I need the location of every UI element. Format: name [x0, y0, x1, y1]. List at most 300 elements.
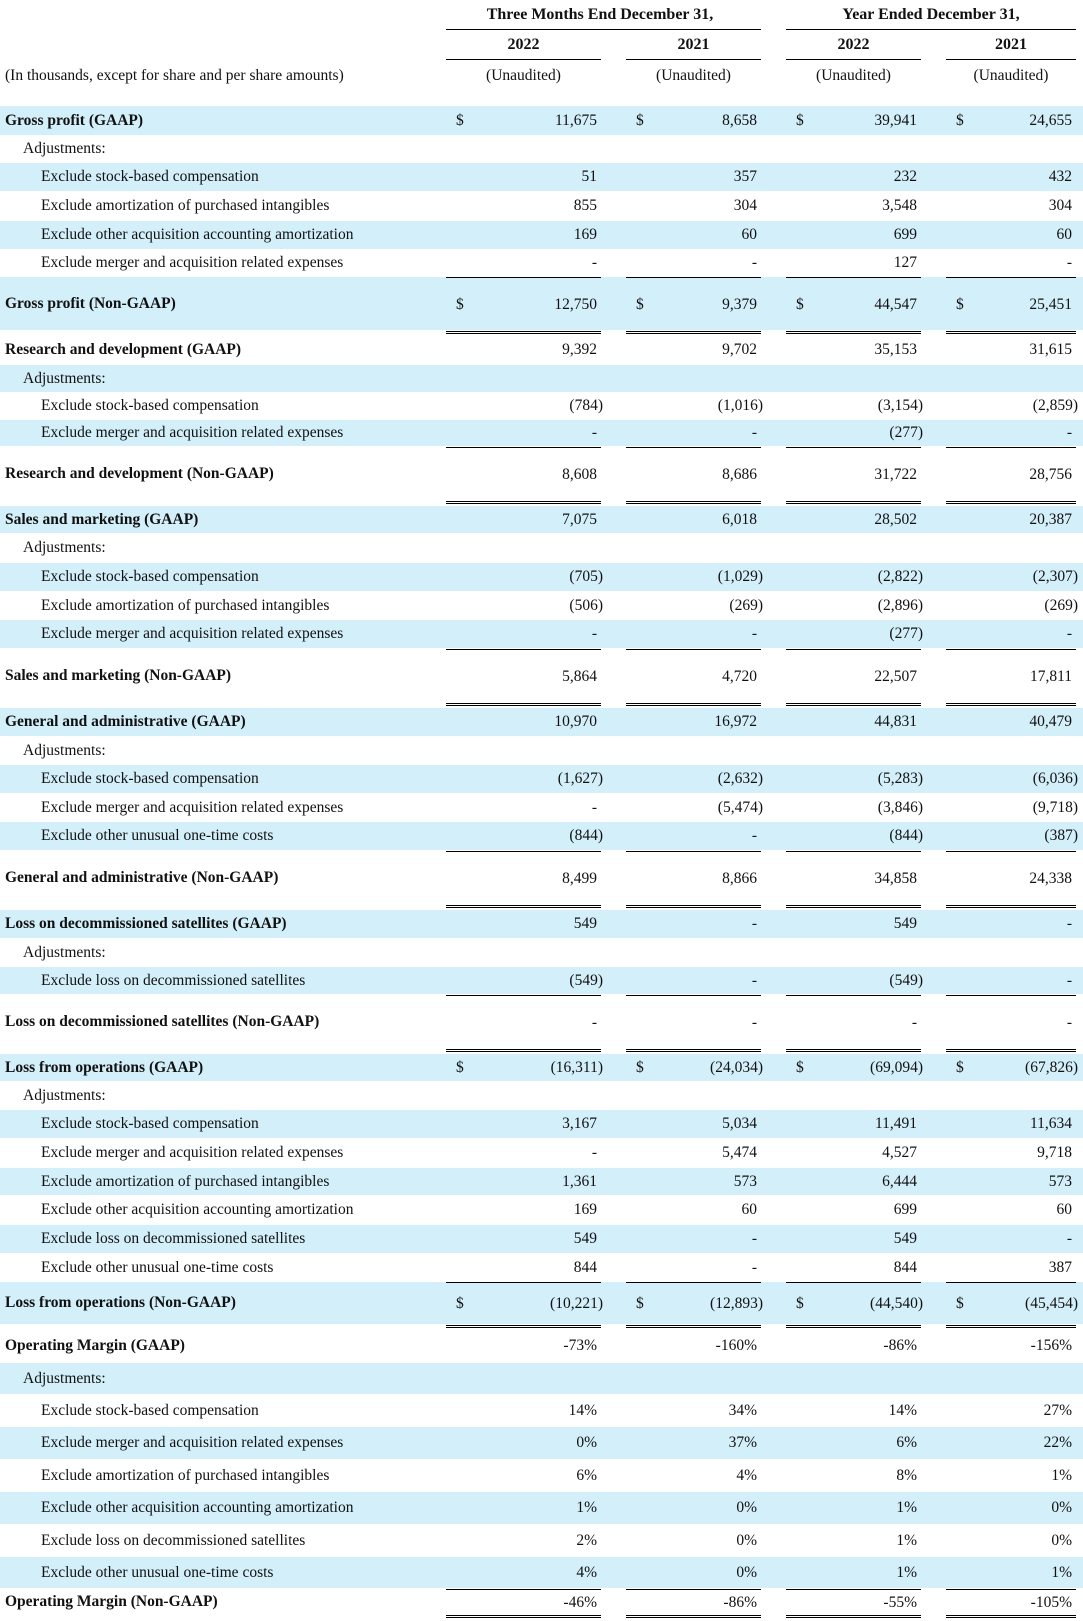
value-cell — [786, 1427, 921, 1459]
row-label: Operating Margin (GAAP) — [5, 1337, 185, 1354]
value-cell — [946, 1054, 1076, 1081]
table-row — [0, 393, 1083, 419]
cell-value: 4,527 — [882, 1144, 917, 1161]
row-label: Sales and marketing (Non-GAAP) — [5, 666, 232, 684]
value-cell — [626, 336, 761, 364]
cell-value: - — [591, 1013, 597, 1031]
value-cell — [446, 1395, 601, 1426]
cell-value: - — [751, 625, 757, 642]
value-cell — [946, 1427, 1076, 1459]
row-label: Exclude loss on decommissioned satellites — [41, 1230, 306, 1247]
row-label: Exclude merger and acquisition related expenses — [41, 424, 344, 441]
year-underline — [626, 59, 761, 60]
table-row — [0, 221, 1083, 249]
cell-value: - — [1066, 1013, 1072, 1031]
cell-value: 549 — [573, 915, 597, 932]
cell-value: (2,822) — [877, 568, 923, 585]
table-row — [0, 708, 1083, 736]
value-cell — [946, 563, 1076, 591]
cell-value: 10,970 — [554, 713, 597, 730]
cell-value: - — [1066, 971, 1072, 989]
cell-value: 31,722 — [874, 465, 917, 483]
value-cell — [446, 1139, 601, 1167]
value-cell — [446, 393, 601, 419]
cell-value: 9,392 — [562, 341, 597, 358]
cell-value: (3,154) — [877, 397, 923, 414]
cell-value: - — [1066, 254, 1072, 271]
cell-value: 573 — [733, 1172, 757, 1190]
table-row — [0, 1492, 1083, 1524]
cell-value: 60 — [1056, 1201, 1072, 1218]
row-label: General and administrative (Non-GAAP) — [5, 868, 279, 886]
currency-symbol: $ — [796, 295, 804, 313]
value-cell — [626, 221, 761, 249]
value-cell — [446, 592, 601, 619]
cell-value: 20,387 — [1029, 510, 1072, 528]
value-cell — [626, 620, 761, 648]
row-label: Adjustments: — [23, 140, 106, 157]
cell-value: 1% — [1051, 1563, 1072, 1581]
cell-value: 16,972 — [714, 713, 757, 730]
value-cell — [946, 506, 1076, 533]
cell-value: (277) — [889, 424, 923, 441]
value-cell — [786, 163, 921, 191]
value-cell — [626, 822, 761, 850]
table-row — [0, 822, 1083, 850]
cell-value: 7,075 — [562, 510, 597, 528]
cell-value: 37% — [728, 1434, 757, 1451]
value-cell — [946, 250, 1076, 276]
value-cell — [946, 1196, 1076, 1224]
value-cell — [946, 592, 1076, 619]
value-cell — [946, 822, 1076, 850]
value-cell — [446, 620, 601, 648]
row-label: Sales and marketing (GAAP) — [5, 510, 199, 528]
row-label: Adjustments: — [23, 741, 106, 759]
value-cell — [446, 106, 601, 135]
row-label: Adjustments: — [23, 1086, 106, 1104]
cell-value: 5,864 — [562, 667, 597, 685]
table-row — [0, 106, 1083, 135]
table-row — [0, 420, 1083, 446]
value-cell — [626, 1492, 761, 1524]
cell-value: 31,615 — [1029, 341, 1072, 358]
cell-value: (45,454) — [1025, 1295, 1078, 1312]
value-cell — [626, 1254, 761, 1281]
value-cell — [786, 1139, 921, 1167]
value-cell — [626, 1427, 761, 1459]
value-cell — [946, 1330, 1076, 1362]
value-cell — [786, 794, 921, 821]
value-cell — [446, 506, 601, 533]
row-label: Operating Margin (Non-GAAP) — [5, 1592, 218, 1610]
cell-value: (6,036) — [1032, 770, 1078, 787]
cell-value: 8,686 — [722, 465, 757, 483]
cell-value: (69,094) — [870, 1058, 923, 1076]
currency-symbol: $ — [796, 111, 804, 129]
table-row — [0, 1054, 1083, 1081]
value-cell — [786, 506, 921, 533]
table-row — [0, 563, 1083, 591]
value-cell — [946, 995, 1076, 1052]
value-cell — [786, 1395, 921, 1426]
units-note: (In thousands, except for share and per share amounts) — [5, 67, 344, 84]
table-row — [0, 336, 1083, 364]
value-cell — [446, 1589, 601, 1618]
cell-value: 0% — [736, 1499, 757, 1516]
cell-value: 5,034 — [722, 1115, 757, 1132]
cell-value: 699 — [893, 1201, 917, 1218]
value-cell — [786, 1589, 921, 1618]
table-row — [0, 910, 1083, 938]
cell-value: 17,811 — [1029, 667, 1072, 685]
cell-value: 127 — [893, 254, 917, 271]
cell-value: (269) — [1044, 596, 1078, 614]
currency-symbol: $ — [636, 1058, 644, 1076]
value-cell — [446, 822, 601, 850]
cell-value: 4% — [736, 1466, 757, 1484]
cell-value: -46% — [563, 1593, 597, 1611]
total-row — [0, 1589, 1083, 1614]
value-cell — [946, 1589, 1076, 1618]
cell-value: 844 — [893, 1258, 917, 1276]
cell-value: -73% — [563, 1337, 597, 1354]
currency-symbol: $ — [956, 111, 964, 129]
value-cell — [786, 1196, 921, 1224]
value-cell — [946, 1110, 1076, 1138]
currency-symbol: $ — [796, 1295, 804, 1312]
value-cell — [626, 1330, 761, 1362]
value-cell — [446, 336, 601, 364]
cell-value: 0% — [736, 1531, 757, 1549]
value-cell — [446, 1557, 601, 1588]
value-cell — [946, 1254, 1076, 1281]
cell-value: (844) — [889, 827, 923, 844]
value-cell — [446, 1282, 601, 1328]
row-label: Loss from operations (Non-GAAP) — [5, 1294, 236, 1311]
cell-value: 14% — [888, 1401, 917, 1419]
cell-value: 11,634 — [1029, 1115, 1072, 1132]
table-row — [0, 765, 1083, 793]
row-label: Exclude merger and acquisition related expenses — [41, 1434, 344, 1451]
table-row — [0, 1110, 1083, 1138]
cell-value: 11,675 — [554, 111, 597, 129]
year-header: 2022 — [837, 36, 870, 53]
value-cell — [786, 1225, 921, 1253]
cell-value: (387) — [1044, 827, 1078, 844]
cell-value: 22% — [1043, 1434, 1072, 1451]
value-cell — [626, 1460, 761, 1491]
year-underline — [446, 59, 601, 60]
table-row — [0, 1196, 1083, 1224]
row-label: Exclude amortization of purchased intangibles — [41, 1466, 330, 1484]
table-row — [0, 1254, 1083, 1281]
year-header: 2022 — [507, 36, 540, 53]
cell-value: (10,221) — [550, 1295, 603, 1312]
value-cell — [786, 1492, 921, 1524]
adjustments-heading-row — [0, 737, 1083, 764]
cell-value: (1,016) — [717, 397, 763, 414]
value-cell — [626, 1168, 761, 1195]
value-cell — [946, 765, 1076, 793]
value-cell — [626, 910, 761, 938]
cell-value: 9,718 — [1037, 1144, 1072, 1161]
cell-value: 34,858 — [874, 869, 917, 887]
cell-value: (269) — [729, 596, 763, 614]
value-cell — [786, 1460, 921, 1491]
cell-value: 3,548 — [882, 197, 917, 214]
cell-value: (16,311) — [550, 1058, 603, 1076]
total-row — [0, 277, 1083, 330]
value-cell — [786, 765, 921, 793]
value-cell — [626, 1557, 761, 1588]
table-row — [0, 506, 1083, 533]
cell-value: 14% — [568, 1401, 597, 1419]
table-row — [0, 1427, 1083, 1459]
period-underline — [786, 29, 1076, 30]
value-cell — [626, 192, 761, 220]
unaudited-label: (Unaudited) — [816, 67, 891, 84]
value-cell — [446, 1168, 601, 1195]
cell-value: - — [1066, 915, 1072, 932]
cell-value: 24,655 — [1029, 111, 1072, 129]
adjustments-heading-row — [0, 136, 1083, 162]
value-cell — [446, 1427, 601, 1459]
value-cell — [446, 163, 601, 191]
value-cell — [446, 1525, 601, 1556]
value-cell — [446, 967, 601, 994]
row-label: Exclude stock-based compensation — [41, 1115, 259, 1132]
value-cell — [626, 563, 761, 591]
year-header: 2021 — [677, 36, 710, 53]
table-row — [0, 1557, 1083, 1588]
cell-value: -105% — [1030, 1593, 1072, 1611]
cell-value: 9,379 — [722, 295, 757, 313]
value-cell — [946, 794, 1076, 821]
row-label: Exclude stock-based compensation — [41, 568, 259, 585]
row-label: Adjustments: — [23, 539, 106, 556]
cell-value: 0% — [576, 1434, 597, 1451]
row-label: Gross profit (Non-GAAP) — [5, 294, 176, 312]
cell-value: - — [751, 1230, 757, 1247]
table-row — [0, 1330, 1083, 1362]
value-cell — [786, 1054, 921, 1081]
value-cell — [946, 1139, 1076, 1167]
cell-value: 28,756 — [1029, 465, 1072, 483]
unaudited-label: (Unaudited) — [973, 67, 1049, 84]
table-row — [0, 1395, 1083, 1426]
cell-value: 27% — [1043, 1401, 1072, 1419]
value-cell — [786, 277, 921, 334]
value-cell — [786, 447, 921, 504]
cell-value: 855 — [573, 197, 597, 214]
cell-value: 24,338 — [1029, 869, 1072, 887]
row-label: Exclude other acquisition accounting amortization — [41, 1499, 354, 1516]
value-cell — [946, 393, 1076, 419]
value-cell — [786, 822, 921, 850]
value-cell — [786, 1557, 921, 1588]
row-label: General and administrative (GAAP) — [5, 713, 246, 730]
value-cell — [446, 1330, 601, 1362]
value-cell — [626, 1282, 761, 1328]
value-cell — [786, 967, 921, 994]
cell-value: 6% — [576, 1466, 597, 1484]
cell-value: 44,831 — [874, 713, 917, 730]
value-cell — [446, 995, 601, 1052]
value-cell — [786, 649, 921, 706]
row-label: Exclude stock-based compensation — [41, 1401, 259, 1419]
value-cell — [946, 1460, 1076, 1491]
value-cell — [786, 995, 921, 1052]
cell-value: - — [591, 254, 597, 271]
period-header-three-months: Three Months End December 31, — [486, 6, 714, 23]
cell-value: -55% — [883, 1593, 917, 1611]
row-label: Exclude other unusual one-time costs — [41, 827, 274, 844]
value-cell — [626, 447, 761, 504]
value-cell — [626, 1525, 761, 1556]
cell-value: 1% — [576, 1499, 597, 1516]
cell-value: - — [751, 1013, 757, 1031]
value-cell — [946, 1168, 1076, 1195]
value-cell — [946, 106, 1076, 135]
year-underline — [786, 59, 921, 60]
value-cell — [786, 1330, 921, 1362]
value-cell — [946, 620, 1076, 648]
cell-value: 22,507 — [874, 667, 917, 685]
cell-value: 8% — [896, 1466, 917, 1484]
cell-value: 2% — [576, 1531, 597, 1549]
value-cell — [626, 1139, 761, 1167]
value-cell — [786, 708, 921, 736]
cell-value: - — [911, 1013, 917, 1031]
cell-value: 232 — [893, 168, 917, 185]
cell-value: (277) — [889, 625, 923, 642]
cell-value: - — [591, 798, 597, 816]
value-cell — [946, 910, 1076, 938]
value-cell — [946, 163, 1076, 191]
currency-symbol: $ — [796, 1058, 804, 1076]
cell-value: 573 — [1048, 1172, 1072, 1190]
value-cell — [626, 592, 761, 619]
value-cell — [446, 447, 601, 504]
cell-value: 1% — [896, 1563, 917, 1581]
value-cell — [446, 1492, 601, 1524]
currency-symbol: $ — [956, 1295, 964, 1312]
cell-value: (9,718) — [1032, 798, 1078, 816]
value-cell — [786, 192, 921, 220]
value-cell — [446, 649, 601, 706]
cell-value: 1% — [896, 1531, 917, 1549]
table-row — [0, 1139, 1083, 1167]
value-cell — [946, 420, 1076, 446]
row-label: Loss from operations (GAAP) — [5, 1058, 204, 1076]
value-cell — [786, 563, 921, 591]
cell-value: (844) — [569, 827, 603, 844]
cell-value: 549 — [573, 1230, 597, 1247]
cell-value: (2,632) — [717, 770, 763, 787]
cell-value: (2,307) — [1032, 568, 1078, 585]
cell-value: 6,444 — [882, 1172, 917, 1190]
cell-value: 12,750 — [554, 295, 597, 313]
cell-value: 28,502 — [874, 510, 917, 528]
currency-symbol: $ — [456, 1295, 464, 1312]
cell-value: 8,608 — [562, 465, 597, 483]
year-header: 2021 — [995, 36, 1027, 53]
cell-value: (1,029) — [717, 568, 763, 585]
cell-value: (2,859) — [1032, 397, 1078, 414]
table-row — [0, 192, 1083, 220]
cell-value: 0% — [1051, 1531, 1072, 1549]
table-row — [0, 163, 1083, 191]
cell-value: 60 — [741, 226, 757, 243]
cell-value: - — [591, 625, 597, 642]
cell-value: 357 — [733, 168, 757, 185]
row-label: Exclude other unusual one-time costs — [41, 1258, 274, 1276]
row-label: Exclude stock-based compensation — [41, 770, 259, 787]
cell-value: - — [751, 827, 757, 844]
value-cell — [626, 765, 761, 793]
cell-value: 35,153 — [874, 341, 917, 358]
cell-value: (5,283) — [877, 770, 923, 787]
cell-value: 387 — [1048, 1258, 1072, 1276]
value-cell — [626, 708, 761, 736]
cell-value: 60 — [1056, 226, 1072, 243]
value-cell — [626, 393, 761, 419]
value-cell — [446, 1460, 601, 1491]
cell-value: - — [751, 1258, 757, 1276]
cell-value: 34% — [728, 1401, 757, 1419]
currency-symbol: $ — [956, 295, 964, 313]
cell-value: (67,826) — [1025, 1058, 1078, 1076]
value-cell — [786, 250, 921, 276]
cell-value: 8,499 — [562, 869, 597, 887]
cell-value: (1,627) — [557, 770, 603, 787]
value-cell — [786, 221, 921, 249]
value-cell — [946, 277, 1076, 334]
cell-value: (3,846) — [877, 798, 923, 816]
cell-value: 549 — [893, 915, 917, 932]
value-cell — [946, 1525, 1076, 1556]
cell-value: 39,941 — [874, 111, 917, 129]
value-cell — [446, 250, 601, 276]
cell-value: 844 — [573, 1258, 597, 1276]
row-label: Exclude loss on decommissioned satellites — [41, 971, 306, 989]
cell-value: 44,547 — [874, 295, 917, 313]
cell-value: (12,893) — [710, 1295, 763, 1312]
value-cell — [786, 393, 921, 419]
cell-value: - — [591, 1144, 597, 1161]
value-cell — [626, 649, 761, 706]
currency-symbol: $ — [636, 111, 644, 129]
value-cell — [786, 1282, 921, 1328]
row-label: Exclude other unusual one-time costs — [41, 1563, 274, 1581]
value-cell — [626, 1054, 761, 1081]
value-cell — [946, 192, 1076, 220]
row-label: Exclude merger and acquisition related expenses — [41, 798, 344, 816]
table-row — [0, 1168, 1083, 1195]
cell-value: 169 — [573, 1201, 597, 1218]
currency-symbol: $ — [636, 295, 644, 313]
currency-symbol: $ — [456, 111, 464, 129]
value-cell — [946, 1225, 1076, 1253]
cell-value: 304 — [1048, 197, 1072, 214]
cell-value: -160% — [715, 1337, 757, 1354]
row-label: Loss on decommissioned satellites (GAAP) — [5, 915, 287, 932]
value-cell — [626, 967, 761, 994]
value-cell — [946, 1492, 1076, 1524]
value-cell — [786, 1525, 921, 1556]
row-label: Adjustments: — [23, 943, 106, 961]
